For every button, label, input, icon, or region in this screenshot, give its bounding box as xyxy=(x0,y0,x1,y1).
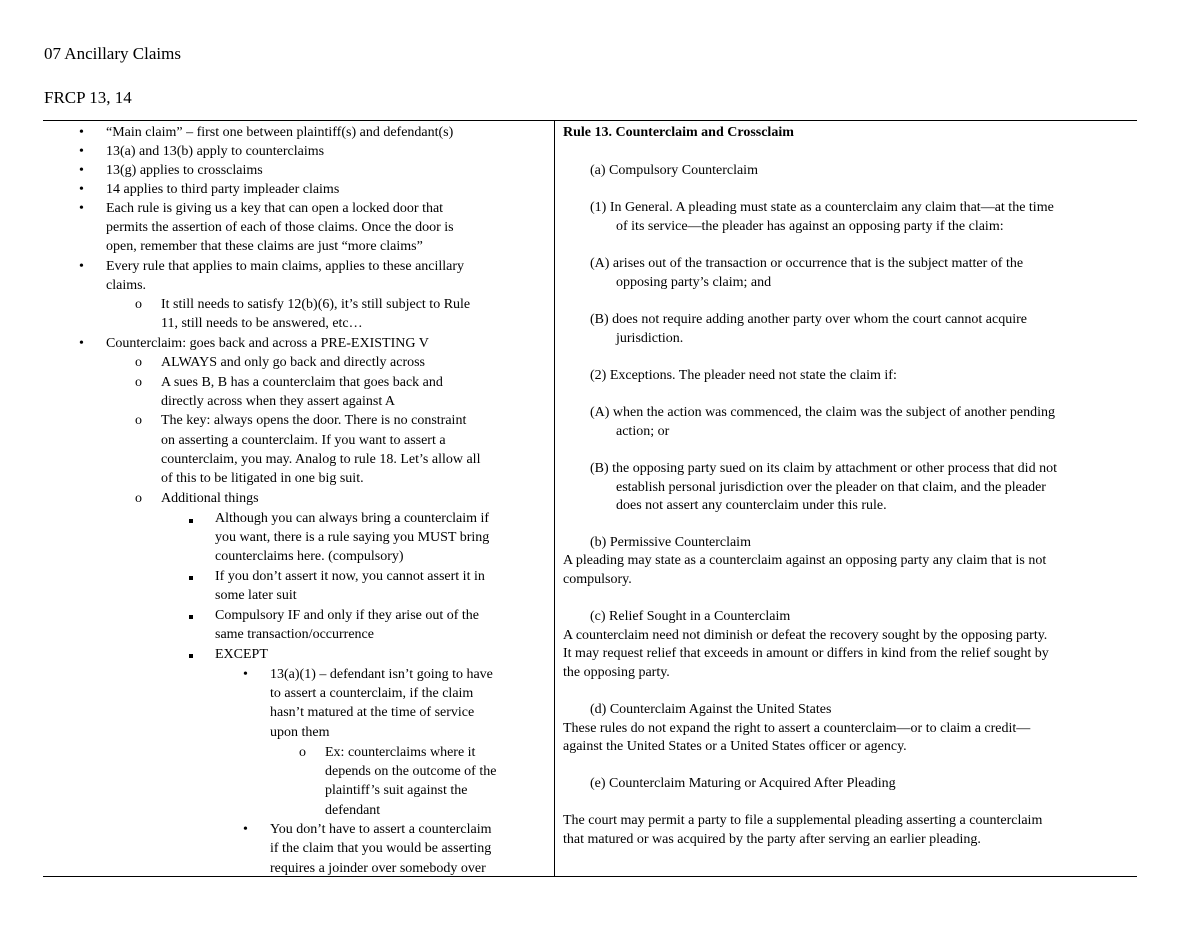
rule-line: These rules do not expand the right to assert a counterclaim—or to claim a credit— xyxy=(563,721,1031,736)
rule-line: The court may permit a party to file a supplemental pleading asserting a counterclaim xyxy=(563,813,1043,828)
square-bullet xyxy=(189,576,193,580)
rule-line: jurisdiction. xyxy=(616,331,684,346)
note-line: “Main claim” – first one between plaintiff(s) and defendant(s) xyxy=(106,125,454,140)
document-title: 07 Ancillary Claims xyxy=(44,44,181,63)
note-line: permits the assertion of each of those claims. Once the door is xyxy=(106,220,454,235)
section-heading: (c) Relief Sought in a Counterclaim xyxy=(590,609,791,624)
rule-line: (2) Exceptions. The pleader need not state the claim if: xyxy=(590,368,897,383)
note-line: directly across when they assert against A xyxy=(161,394,396,409)
bullet-marker: • xyxy=(79,201,84,216)
rule-line: (A) arises out of the transaction or occurrence that is the subject matter of the xyxy=(590,256,1024,271)
bullet-marker: • xyxy=(79,336,84,351)
note-line: claims. xyxy=(106,278,147,293)
note-line: defendant xyxy=(325,803,381,818)
note-line: 13(a)(1) – defendant isn’t going to have xyxy=(270,667,493,682)
note-line: on asserting a counterclaim. If you want to assert a xyxy=(161,433,446,448)
rule-line: (1) In General. A pleading must state as a counterclaim any claim that—at the time xyxy=(590,200,1054,215)
rule-line: of its service—the pleader has against an opposing party if the claim: xyxy=(616,219,1004,234)
bullet-marker: o xyxy=(135,355,142,370)
square-bullet xyxy=(189,519,193,523)
note-line: It still needs to satisfy 12(b)(6), it’s still subject to Rule xyxy=(161,297,471,312)
note-line: Each rule is giving us a key that can open a locked door that xyxy=(106,201,444,216)
bullet-marker: o xyxy=(135,375,142,390)
section-heading: (b) Permissive Counterclaim xyxy=(590,535,751,550)
note-line: hasn’t matured at the time of service xyxy=(270,705,475,720)
note-line: 11, still needs to be answered, etc… xyxy=(161,316,363,331)
note-line: of this to be litigated in one big suit. xyxy=(161,471,364,486)
bullet-marker: o xyxy=(135,297,142,312)
rule-line: compulsory. xyxy=(563,572,632,587)
note-line: open, remember that these claims are just “more claims” xyxy=(106,239,423,254)
rule-line: opposing party’s claim; and xyxy=(616,275,772,290)
document-subtitle: FRCP 13, 14 xyxy=(44,88,132,107)
rule-line: A counterclaim need not diminish or defeat the recovery sought by the opposing party. xyxy=(563,628,1048,643)
bullet-marker: • xyxy=(79,144,84,159)
lecture-notes-column xyxy=(43,121,555,876)
rule-title: Rule 13. Counterclaim and Crossclaim xyxy=(563,125,794,140)
note-line: some later suit xyxy=(215,588,297,603)
note-line: Compulsory IF and only if they arise out of the xyxy=(215,608,480,623)
note-line: A sues B, B has a counterclaim that goes back and xyxy=(161,375,443,390)
note-line: counterclaim, you may. Analog to rule 18. Let’s allow all xyxy=(161,452,481,467)
rule-line: A pleading may state as a counterclaim against an opposing party any claim that is not xyxy=(563,553,1047,568)
note-line: Although you can always bring a counterclaim if xyxy=(215,511,490,526)
square-bullet xyxy=(189,615,193,619)
note-line: upon them xyxy=(270,725,330,740)
rule-13-text-column xyxy=(555,121,1137,876)
bullet-marker: o xyxy=(135,491,142,506)
bullet-marker: o xyxy=(135,413,142,428)
bullet-marker: • xyxy=(243,822,248,837)
bullet-marker: • xyxy=(79,125,84,140)
note-line: Every rule that applies to main claims, applies to these ancillary xyxy=(106,259,465,274)
note-line: Counterclaim: goes back and across a PRE-EXISTING V xyxy=(106,336,429,351)
note-line: ALWAYS and only go back and directly across xyxy=(161,355,425,370)
rule-line: against the United States or a United States officer or agency. xyxy=(563,739,907,754)
note-line: you want, there is a rule saying you MUST bring xyxy=(215,530,490,545)
note-line: Additional things xyxy=(161,491,259,506)
note-line: counterclaims here. (compulsory) xyxy=(215,549,404,564)
note-line: same transaction/occurrence xyxy=(215,627,374,642)
section-heading: (d) Counterclaim Against the United States xyxy=(590,702,832,717)
note-line: requires a joinder over somebody over xyxy=(270,861,486,876)
note-line: If you don’t assert it now, you cannot assert it in xyxy=(215,569,485,584)
rule-line: action; or xyxy=(616,424,670,439)
bullet-marker: • xyxy=(79,259,84,274)
rule-line: the opposing party. xyxy=(563,665,670,680)
note-line: plaintiff’s suit against the xyxy=(325,783,468,798)
rule-line: (B) the opposing party sued on its claim by attachment or other process that did not xyxy=(590,461,1057,476)
note-line: The key: always opens the door. There is no constraint xyxy=(161,413,467,428)
rule-line: It may request relief that exceeds in amount or differs in kind from the relief sought by xyxy=(563,646,1049,661)
rule-line: (A) when the action was commenced, the claim was the subject of another pending xyxy=(590,405,1055,420)
bullet-marker: • xyxy=(79,163,84,178)
square-bullet xyxy=(189,654,193,658)
note-line: to assert a counterclaim, if the claim xyxy=(270,686,474,701)
bullet-marker: • xyxy=(79,182,84,197)
note-line: EXCEPT xyxy=(215,647,268,662)
rule-line: (B) does not require adding another party over whom the court cannot acquire xyxy=(590,312,1027,327)
notes-table xyxy=(43,120,1137,877)
note-line: You don’t have to assert a counterclaim xyxy=(270,822,492,837)
note-line: depends on the outcome of the xyxy=(325,764,497,779)
note-line: Ex: counterclaims where it xyxy=(325,745,476,760)
note-line: if the claim that you would be asserting xyxy=(270,841,492,856)
bullet-marker: • xyxy=(243,667,248,682)
bullet-marker: o xyxy=(299,745,306,760)
note-line: 13(g) applies to crossclaims xyxy=(106,163,263,178)
section-heading: (a) Compulsory Counterclaim xyxy=(590,163,758,178)
rule-line: establish personal jurisdiction over the pleader on that claim, and the pleader xyxy=(616,480,1046,495)
note-line: 14 applies to third party impleader claims xyxy=(106,182,340,197)
note-line: 13(a) and 13(b) apply to counterclaims xyxy=(106,144,325,159)
rule-line: does not assert any counterclaim under this rule. xyxy=(616,498,887,513)
section-heading: (e) Counterclaim Maturing or Acquired After Pleading xyxy=(590,776,896,791)
rule-line: that matured or was acquired by the party after serving an earlier pleading. xyxy=(563,832,981,847)
